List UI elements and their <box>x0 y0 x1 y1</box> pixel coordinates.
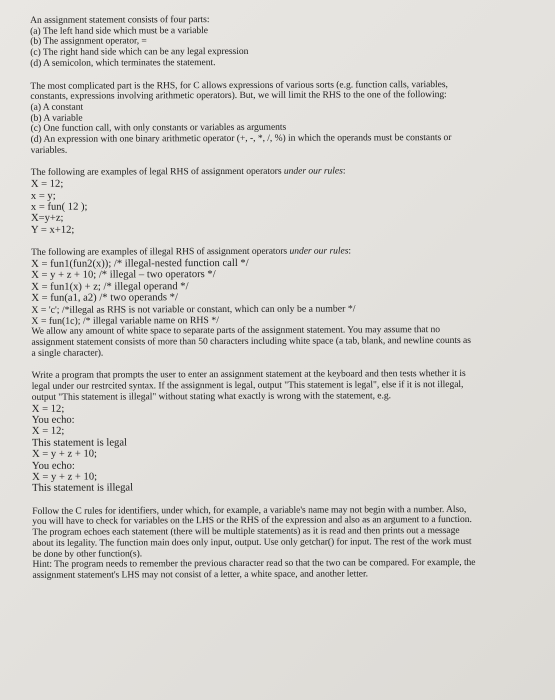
section-legal-examples <box>31 166 536 236</box>
code-example: X = fun(1c); /* illegal variable name on RHS */ <box>31 314 219 327</box>
text-line: (b) A variable <box>30 112 83 124</box>
text-line: variables. <box>30 144 68 156</box>
text-line: Follow the C rules for identifiers, under which, for example, a variable's name may not begin with a number. Also, <box>32 503 467 517</box>
code-example: X = y + z + 10; <box>31 448 98 461</box>
text-line: (c) One function call, with only constants or variables as arguments <box>30 122 287 135</box>
code-example: X = fun1(x) + z; /* illegal operand */ <box>31 280 189 293</box>
text-line: (a) A constant <box>30 101 84 113</box>
code-example: x = fun( 12 ); <box>30 201 88 213</box>
code-example: Y = x+12; <box>30 224 75 236</box>
section-illegal-examples <box>31 246 536 359</box>
text-line: The most complicated part is the RHS, for C allows expressions of various sorts (e.g. function calls, variables, <box>30 78 448 92</box>
text-line: Write a program that prompts the user to enter an assignment statement at the keyboard and then tests whether it is <box>31 368 466 382</box>
text-line: (d) An expression with one binary arithmetic operator (+, -, *, /, %) in which the operands must be constants or <box>30 132 452 145</box>
section-assignment-parts <box>30 14 535 70</box>
code-example: X = fun(a1, a2) /* two operands */ <box>31 292 178 304</box>
code-example: This statement is illegal <box>32 482 134 495</box>
text-line: constants, expressions involving arithmetic operators). But, we will limit the RHS to the one of the following: <box>30 89 447 103</box>
text-line: output "This statement is illegal" without stating what exactly is wrong with the statement, e.g. <box>31 390 391 403</box>
text-line: (d) A semicolon, which terminates the statement. <box>30 56 216 69</box>
text-line: (b) The assignment operator, = <box>30 35 147 48</box>
text-line: legal under our restrcited syntax. If the assignment is legal, output "This statement is legal", else if it is not illegal, <box>31 379 464 392</box>
code-example: X = 12; <box>31 403 65 415</box>
section-program-task <box>32 369 538 495</box>
text-line: assignment statement's LHS may not consist of a letter, a white space, and another letter. <box>32 568 369 581</box>
text-line: you will have to check for variables on the LHS or the RHS of the expression and also as an argument to a function. <box>32 514 472 528</box>
text-line: (a) The left hand side which must be a variable <box>30 24 208 37</box>
text-line: about its legality. The function main does only input, output. Use only getchar() for input. The rest of the work must <box>32 535 472 549</box>
legal-examples-intro: The following are examples of legal RHS of assignment operators under our rules: <box>30 165 346 179</box>
code-example: X=y+z; <box>30 213 64 225</box>
code-example: You echo: <box>31 414 75 426</box>
code-example: X = 'c'; /*illegal as RHS is not variable or constant, which can only be a number */ <box>31 302 356 316</box>
section-rhs-limits <box>30 79 535 156</box>
code-example: X = y + z + 10; /* illegal – two operators */ <box>31 269 216 282</box>
text-line: assignment statement consists of more than 50 characters including white space (a tab, blank, and newline counts as <box>31 334 471 348</box>
text-line: be done by other function(s). <box>32 547 143 560</box>
text-line: An assignment statement consists of four parts: <box>30 14 210 26</box>
code-example: X = fun1(fun2(x)); /* illegal-nested function call */ <box>31 257 249 270</box>
code-example: X = 12; <box>31 426 65 438</box>
code-example: X = 12; <box>30 178 64 191</box>
text-line: a single character). <box>31 347 104 359</box>
text-line: (c) The right hand side which can be any legal expression <box>30 46 249 58</box>
text-line: Hint: The program needs to remember the previous character read so that the two can be compared. For example, the <box>32 557 476 571</box>
code-example: x = y; <box>30 190 56 202</box>
code-example: X = y + z + 10; <box>32 471 98 483</box>
illegal-examples-intro: The following are examples of illegal RHS of assignment operators under our rules: <box>31 245 352 259</box>
text-line: The program echoes each statement (there will be multiple statements) as it is read and then prints out a message <box>32 525 460 539</box>
code-example: You echo: <box>32 460 75 472</box>
section-identifier-rules <box>32 504 537 581</box>
text-line: We allow any amount of white space to separate parts of the assignment statement. You may assume that no <box>31 324 441 338</box>
code-example: This statement is legal <box>31 437 127 449</box>
